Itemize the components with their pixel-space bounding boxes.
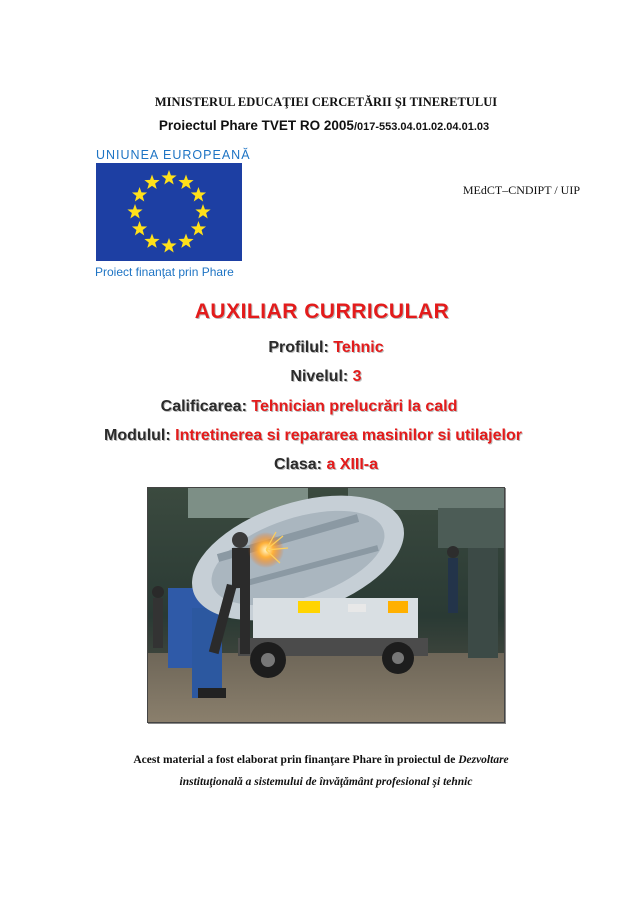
eu-star-icon: [178, 175, 193, 189]
class-label: Clasa:: [273, 456, 322, 473]
eu-label: UNIUNEA EUROPEANĂ: [96, 148, 251, 162]
footer-line-1: [0, 754, 638, 766]
eu-star-icon: [195, 204, 210, 218]
eu-star-icon: [191, 187, 206, 201]
project-title: [0, 118, 638, 133]
ministry-name: MINISTERUL EDUCAŢIEI CERCETĂRII ŞI TINERETULUI: [154, 95, 498, 109]
workshop-photo-illustration: [148, 488, 504, 722]
eu-star-icon: [161, 170, 176, 184]
footer-line-2: instituţională a sistemului de învăţământ profesional şi tehnic: [179, 776, 473, 788]
footer-text-1-italic: Dezvoltare: [458, 754, 509, 766]
document-title: AUXILIAR CURRICULAR: [194, 300, 450, 323]
agency-label: MEdCT–CNDIPT / UIP: [462, 183, 580, 197]
qualification-label: Calificarea:: [160, 398, 247, 415]
eu-star-icon: [161, 238, 176, 252]
eu-star-icon: [191, 221, 206, 235]
workshop-photo: [147, 487, 505, 723]
class-line: [0, 456, 638, 474]
project-code: /017-553.04.01.02.04.01.03: [353, 121, 490, 133]
eu-star-icon: [132, 221, 147, 235]
qualification-value: Tehnician prelucrări la cald: [251, 398, 458, 415]
project-prefix: Proiectul Phare TVET RO 2005: [158, 118, 354, 133]
phare-caption: Proiect finanţat prin Phare: [95, 265, 234, 279]
level-label: Nivelul:: [290, 368, 349, 385]
eu-star-icon: [132, 187, 147, 201]
eu-star-icon: [144, 233, 159, 247]
level-line: [0, 368, 638, 386]
profile-value: Tehnic: [333, 339, 384, 356]
module-label: Modulul:: [104, 427, 171, 444]
eu-star-icon: [127, 204, 142, 218]
module-value: Intretinerea si repararea masinilor si utilajelor: [175, 427, 522, 444]
profile-line: [0, 339, 638, 357]
eu-flag-icon: [96, 163, 242, 261]
profile-label: Profilul:: [268, 339, 329, 356]
level-value: 3: [352, 368, 362, 385]
eu-star-icon: [178, 233, 193, 247]
module-line: [0, 427, 638, 445]
class-value: a XIII-a: [326, 456, 379, 473]
eu-star-icon: [144, 175, 159, 189]
qualification-line: [0, 398, 638, 416]
footer-text-1: Acest material a fost elaborat prin finanţare Phare în proiectul de: [133, 754, 459, 766]
eu-flag-stars: [96, 163, 242, 261]
